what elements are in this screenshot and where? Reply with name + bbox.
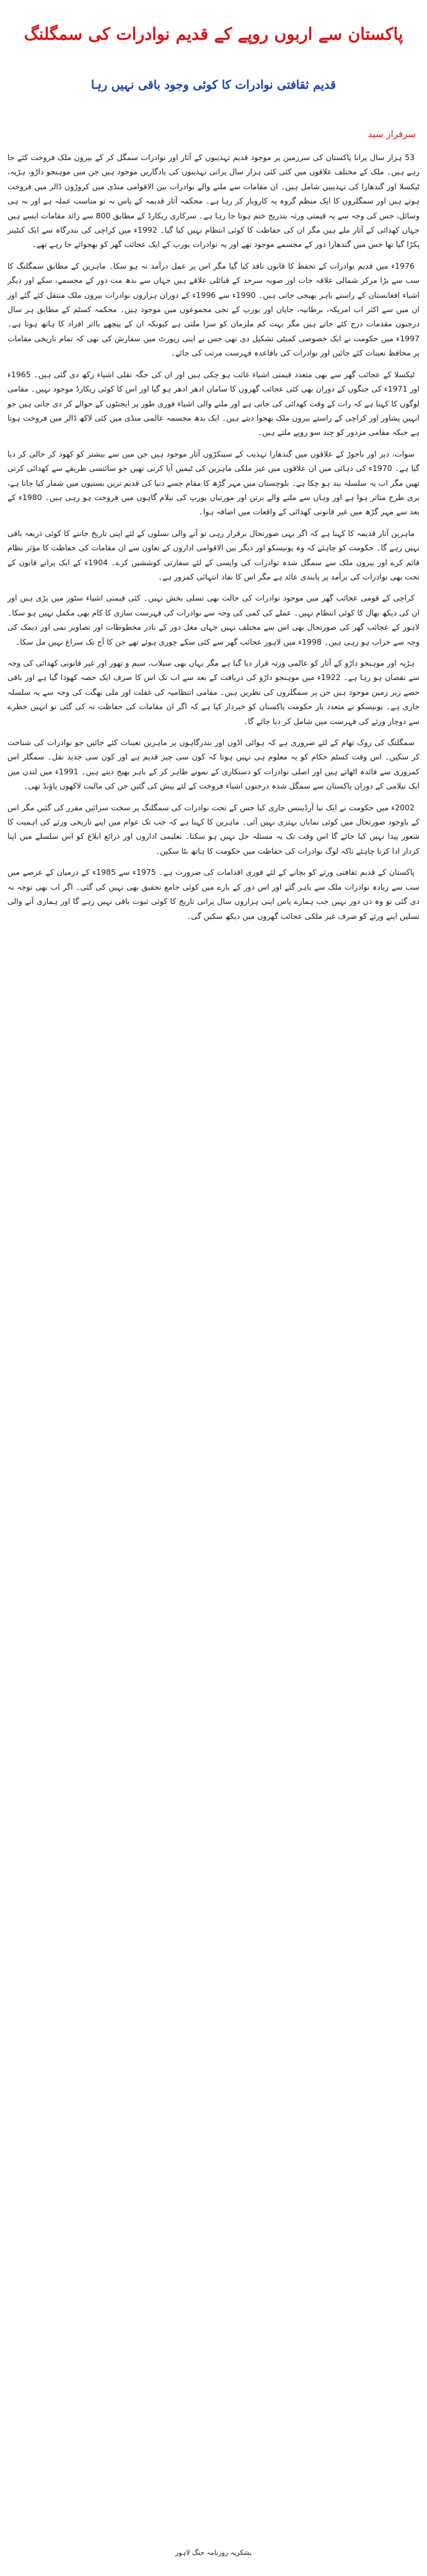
article-headline: پاکستان سے اربوں روپے کے قدیم نوادرات کی سمگلنگ (24, 25, 403, 44)
article-paragraph: ماہرین آثار قدیمہ کا کہنا ہے کہ اگر یہی صورتحال برقرار رہی تو آنے والی نسلوں کے لئے اپنی تاریخ جاننے کا کوئی ذریعہ باقی نہیں رہے گا۔ حکومت کو چاہئے کہ وہ یونیسکو اور دیگر بین الاقوامی اداروں کے تعاون سے ان مقامات کی حفاظت کا مؤثر نظام قائم کرے اور بیرون ملک سے سمگل شدہ نوادرات کی واپسی کے لئے سفارتی کوششیں کرے۔ 1904ء کے ایک پرانے قانون کے تحت بھی نوادرات کی برآمد پر پابندی عائد ہے مگر اس کا نفاذ انتہائی کمزور ہے۔ (7, 528, 420, 581)
article-paragraph: پاکستان کے قدیم ثقافتی ورثے کو بچانے کے لئے فوری اقدامات کی ضرورت ہے۔ 1975ء سے 1985ء کے درمیان کے عرصے میں سب سے زیادہ نوادرات ملک سے باہر گئے اور اس دور کے بارے میں کوئی جامع تحقیق بھی نہیں کی گئی۔ اگر اب بھی توجہ نہ دی گئی تو وہ دن دور نہیں جب ہمارے پاس اپنی ہزاروں سال پرانی تاریخ کا کوئی ثبوت باقی نہیں رہے گا اور ہماری آنے والی نسلیں اپنے ورثے کو صرف غیر ملکی عجائب گھروں میں دیکھ سکیں گی۔ (7, 867, 420, 921)
article-paragraph: کراچی کے قومی عجائب گھر میں موجود نوادرات کی حالت بھی تسلی بخش نہیں۔ کئی قیمتی اشیاء سٹور میں پڑی ہیں اور ان کی دیکھ بھال کا کوئی انتظام نہیں۔ عملے کی کمی کی وجہ سے نوادرات کی فہرست سازی کا کام بھی مکمل نہیں ہو سکا۔ لاہور کے عجائب گھر کی صورتحال بھی اس سے مختلف نہیں جہاں مغل دور کے نادر مخطوطات اور تصاویر نمی اور دیمک کی وجہ سے خراب ہو رہی ہیں۔ 1998ء میں لاہور عجائب گھر سے کئی سکے چوری ہوئے تھے جن کا آج تک سراغ نہیں مل سکا۔ (7, 593, 420, 646)
article-body (7, 150, 420, 923)
article-source-note: بشکریہ روزنامہ جنگ لاہور (175, 2549, 252, 2557)
article-subheadline: قدیم ثقافتی نوادرات کا کوئی وجود باقی نہیں رہا (90, 78, 337, 92)
article-paragraph: سمگلنگ کی روک تھام کے لئے ضروری ہے کہ ہوائی اڈوں اور بندرگاہوں پر ماہرین تعینات کئے جائیں جو نوادرات کی شناخت کر سکیں۔ اس وقت کسٹم حکام کو یہ معلوم ہی نہیں ہوتا کہ کون سی چیز قدیم ہے اور کون سی جدید نقل۔ سمگلر اس کمزوری سے فائدہ اٹھاتے ہیں اور اصلی نوادرات کو دستکاری کے نمونے ظاہر کر کے باہر بھیج دیتے ہیں۔ 1991ء میں لندن میں ایک نیلامی کے دوران پاکستان سے سمگل شدہ درجنوں اشیاء فروخت کے لئے پیش کی گئیں جن کی مالیت لاکھوں پاؤنڈ تھی۔ (7, 738, 420, 791)
article-paragraph: 1976ء میں قدیم نوادرات کے تحفظ کا قانون نافذ کیا گیا مگر اس پر عمل درآمد نہ ہو سکا۔ ماہرین کے مطابق سمگلنگ کا سب سے بڑا مرکز شمالی علاقہ جات اور صوبہ سرحد کے قبائلی علاقے ہیں جہاں سے بدھ مت دور کے مجسمے، سکے اور دیگر اشیاء افغانستان کے راستے باہر بھیجی جاتی ہیں۔ 1990ء سے 1996ء کے دوران ہزاروں نوادرات بیرون ملک منتقل کئے گئے اور ان میں سے اکثر اب امریکہ، برطانیہ، جاپان اور یورپ کے نجی مجموعوں میں موجود ہیں۔ محکمہ کسٹم کے مطابق ہر سال درجنوں مقدمات درج کئے جاتے ہیں مگر بہت کم ملزمان کو سزا ملتی ہے کیونکہ ان کے پیچھے بااثر افراد کا ہاتھ ہوتا ہے۔ 1997ء میں حکومت نے ایک خصوصی کمیٹی تشکیل دی تھی جس نے اپنی رپورٹ میں سفارش کی تھی کہ تمام تاریخی مقامات پر محافظ تعینات کئے جائیں اور نوادرات کی باقاعدہ فہرست مرتب کی جائے۔ (7, 261, 420, 358)
article-paragraph: سوات، دیر اور باجوڑ کے علاقوں میں گندھارا تہذیب کے سینکڑوں آثار موجود ہیں جن میں سے بیشتر کو کھود کر خالی کر دیا گیا ہے۔ 1970ء کی دہائی میں ان علاقوں میں غیر ملکی ماہرین کی ٹیمیں آیا کرتی تھیں جو سائنسی طریقے سے کھدائی کرتی تھیں مگر اب یہ سلسلہ بند ہو چکا ہے۔ بلوچستان میں مہر گڑھ کا مقام جسے دنیا کی قدیم ترین بستیوں میں شمار کیا جاتا ہے، بری طرح متاثر ہوا ہے اور وہاں سے ملنے والے برتن اور مورتیاں یورپ کی نیلام گاہوں میں فروخت ہو رہی ہیں۔ 1980ء کے بعد سے مہر گڑھ میں غیر قانونی کھدائی کے واقعات میں اضافہ ہوا۔ (7, 449, 420, 517)
article-paragraph: ہڑپہ اور موہنجو داڑو کے آثار کو عالمی ورثہ قرار دیا گیا ہے مگر یہاں بھی سیلاب، سیم و تھور اور غیر قانونی کھدائی کی وجہ سے نقصان ہو رہا ہے۔ 1922ء میں موہنجو داڑو کی دریافت کے بعد سے اب تک اس کا صرف ایک حصہ کھودا گیا ہے اور باقی حصے زیر زمین موجود ہیں جن پر سمگلروں کی نظریں ہیں۔ مقامی انتظامیہ کی غفلت اور ملی بھگت کی وجہ سے یہ سلسلہ جاری ہے۔ یونیسکو نے متعدد بار حکومت پاکستان کو خبردار کیا ہے کہ اگر ان مقامات کی حفاظت نہ کی گئی تو انہیں خطرے سے دوچار ورثے کی فہرست میں شامل کر دیا جائے گا۔ (7, 658, 420, 726)
article-paragraph: ٹیکسلا کے عجائب گھر سے بھی متعدد قیمتی اشیاء غائب ہو چکی ہیں اور ان کی جگہ نقلی اشیاء رکھ دی گئی ہیں۔ 1965ء اور 1971ء کی جنگوں کے دوران بھی کئی عجائب گھروں کا سامان ادھر ادھر ہو گیا اور اس کا کوئی ریکارڈ موجود نہیں۔ مقامی لوگوں کا کہنا ہے کہ رات کے وقت کھدائی کی جاتی ہے اور ملنے والی اشیاء فوری طور پر ایجنٹوں کے حوالے کر دی جاتی ہیں جو انہیں پشاور اور کراچی کے راستے بیرون ملک بھجوا دیتے ہیں۔ ایک بدھ مجسمہ عالمی منڈی میں کئی لاکھ ڈالر میں فروخت ہوتا ہے جبکہ مقامی مزدور کو چند سو روپے ملتے ہیں۔ (7, 369, 420, 437)
article-byline: سرفراز سید (368, 128, 416, 140)
article-paragraph: 53 ہزار سال پرانا پاکستان کی سرزمین پر موجود قدیم تہذیبوں کے آثار اور نوادرات سمگل کر کے بیرون ملک فروخت کئے جا رہے ہیں۔ ملک کے مختلف علاقوں میں کئی کئی ہزار سال پرانی تہذیبوں کی یادگاریں موجود ہیں جن میں موہنجو داڑو، ہڑپہ، ٹیکسلا اور گندھارا کی تہذیبیں شامل ہیں۔ ان مقامات سے ملنے والے نوادرات بین الاقوامی منڈی میں کروڑوں ڈالر میں فروخت ہوتے ہیں اور سمگلروں کا ایک منظم گروہ یہ کاروبار کر رہا ہے۔ محکمہ آثار قدیمہ کے پاس نہ تو مناسب عملہ ہے اور نہ ہی وسائل، جس کی وجہ سے یہ قیمتی ورثہ بتدریج ختم ہوتا جا رہا ہے۔ سرکاری ریکارڈ کے مطابق 800 سے زائد مقامات ایسے ہیں جہاں کھدائی کے آثار ملے ہیں مگر ان کی حفاظت کا کوئی انتظام نہیں کیا گیا۔ 1992ء میں کراچی کی بندرگاہ سے ایک کنٹینر پکڑا گیا تھا جس میں گندھارا دور کے مجسمے موجود تھے اور یہ نوادرات یورپ کے ایک عجائب گھر کو بھجوائے جا رہے تھے۔ (7, 153, 420, 249)
article-page (0, 21, 427, 2576)
article-paragraph: 2002ء میں حکومت نے ایک نیا آرڈیننس جاری کیا جس کے تحت نوادرات کی سمگلنگ پر سخت سزائیں مقرر کی گئیں مگر اس کے باوجود صورتحال میں کوئی نمایاں بہتری نہیں آئی۔ ماہرین کا کہنا ہے کہ جب تک عوام میں اپنے تاریخی ورثے کی اہمیت کا شعور پیدا نہیں کیا جائے گا اس وقت تک یہ مسئلہ حل نہیں ہو سکتا۔ تعلیمی اداروں اور ذرائع ابلاغ کو اس سلسلے میں اپنا کردار ادا کرنا چاہئے تاکہ لوگ نوادرات کی حفاظت میں حکومت کا ہاتھ بٹا سکیں۔ (7, 802, 420, 856)
